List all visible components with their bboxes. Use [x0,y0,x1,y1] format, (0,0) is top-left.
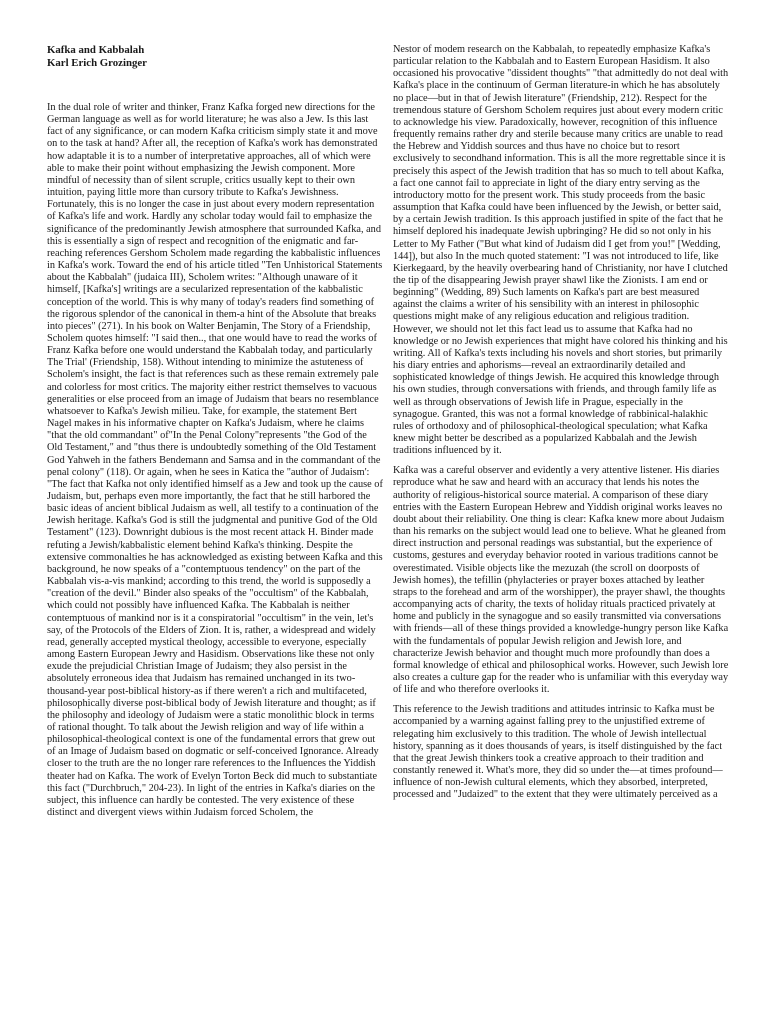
title-block [47,44,383,70]
right-paragraph: Nestor of modem research on the Kabbalah, to repeatedly emphasize Kafka's particular relation to the Kabbalah and to Eastern European Hasidism. It also occasioned his provocative "dissident thoughts" "that admittedly do not deal with Kafka's place in the continuum of German literature-in which he has absolutely no place—but in that of Jewish literature" (Friendship, 212). Respect for the tremendous stature of Gershom Scholem requires just about every modern critic to acknowledge his view. Paradoxically, however, recognition of this influence frequently remains rather dry and sterile because many critics are unable to read the Hebrew and Yiddish sources and thus have no choice but to resort exclusively to secondhand information. This is all the more regrettable since it is precisely this aspect of the Jewish tradition that has so much to tell about Kafka, a fact one cannot fail to appreciate in light of the diary entry serving as the introductory motto for the present work. This study proceeds from the basic assumption that Kafka could have been influenced by the Jewish, or better said, by a certain Jewish tradition. Is this approach justified in spite of the fact that he himself deplored his inadequate Jewish upbringing? He did so not only in his Letter to My Father ("But what kind of Judaism did I get from you!" [Wedding, 144]), but also In the much quoted statement: "I was not introduced to life, like Kierkegaard, by the heavily overbearing hand of Christianity, nor have I clutched the tip of the disappearing Jewish prayer shawl like the Zionists. I am end or beginning" (Wedding, 89) Such laments on Kafka's part are best measured against the claims a writer of his sensibility with an interest in philosophic questions might make of any religious education and religious tradition. However, we should not let this fact lead us to assume that Kafka had no knowledge or no Jewish experiences that might have colored his thinking and his writing. All of Kafka's texts including his novels and short stories, but primarily his diary entries and aphorisms—reveal an extraordinarily detailed and sophisticated knowledge of things Jewish. He acquired this knowledge through his own studies, through conversations with friends, and through family life as well as through observations of Jewish life in Prague, especially in the synagogue. Granted, this was not a formal knowledge of rabbinical-halakhic rules of orthodoxy and of philosophical-theological speculation; what Kafka knew might better be described as a popularized Kabbalah and the Jewish traditions influenced by it. [393,44,729,457]
article-author: Karl Erich Grozinger [47,57,147,69]
left-paragraph: In the dual role of writer and thinker, Franz Kafka forged new directions for the German language as well as for world literature; he was also a Jew. Is this last fact of any significance, or can modern Kafka criticism simply state it and move on to the task at hand? After all, the reception of Kafka's work has demonstrated how adaptable it is to a number of interpretative approaches, all of which were able to make their point without emphasizing the Jewish component. More mindful of necessity than of silent scruple, critics usually kept to their own intuition, paying little more than cursory tribute to Kafka's Jewishness. Fortunately, this is no longer the case in just about every modern representation of Kafka's life and work. Hardly any scholar today would fail to emphasize the significance of the predominantly Jewish atmosphere that surrounded Kafka, and this is essentially a sign of respect and recognition of the enigmatic and far-reaching references Gershom Scholem made regarding the kabbalistic influences in Kafka's work. Toward the end of his article titled "Ten Unhistorical Statements about the Kabbalah" (judaica III), Scholem writes: "Although unaware of it himself, [Kafka's] writings are a secularized representation of the kabbalistic conception of the world. This is why many of today's readers find something of the rigorous splendor of the canonical in them-a hint of the Absolute that breaks into pieces" (271). In his book on Walter Benjamin, The Story of a Friendship, Scholem quotes himself: "I said then.., that one would have to read the works of Franz Kafka before one would understand the Kabbalah today, and particularly The Trial' (Friendship, 158). Without intending to minimize the astuteness of Scholem's insight, the fact is that references such as these remain extremely pale and colorless for most critics. The majority either restrict themselves to vacuous generalities or else proceed from an image of Judaism that bears no resemblance whatsoever to Kafka's Jewish milieu. Take, for example, the statement Bert Nagel makes in his informative chapter on Kafka's Judaism, where he claims "that the old commandant" of"In the Penal Colony"represents "the God of the Old Testament," and "thus there is undoubtedly something of the Old Testament God Yahweh in the fathers Bendemann and Samsa and in the commandant of the penal colony" (118). Or again, when he sees in Katica the "author of Judaism': "The fact that Kafka not only identified himself as a Jew and took up the cause of Judaism, but, perhaps even more importantly, the fact that he still harbored the basic ideas of ancient biblical Judaism as well, all testify to a continuation of the Jewish heritage. Kafka's God is still the judgmental and punitive God of the Old Testament" (123). Downright dubious is the most recent attack H. Binder made refuting a Jewish/kabbalistic element behind Kafka's thinking. Despite the extensive commonalties he has acknowledged as existing between Kafka and this background, he now speaks of a "contemptuous tendency" on the part of the Kabbalah vis-a-vis mankind; according to this trend, the world is supposedly a "creation of the devil." Binder also speaks of the "occultism" of the Kabbalah, which could not possibly have influenced Kafka. The Kabbalah is neither contemptuous of mankind nor is it a conspiratorial "occultism" in the vein, let's say, of the Protocols of the Elders of Zion. It is, rather, a widespread and widely read, generally accepted mystical theology, accessible to everyone, especially among Eastern European Jewry and Hasidism. Observations like these not only exude the prejudicial Christian Image of Judaism; they also persist in the absolutely erroneous idea that Judaism has remained unchanged in its two-thousand-year post-biblical history-as if there weren't a rich and multifaceted, philosophically diverse post-biblical body of Jewish literature and thought; as if the philosophy and ideology of Judaism were a static monolithic block in terms of rational thought. To talk about the Jewish religion and way of life within a philosophical-theological context is one of the fundamental errors that grew out of an Image of Judaism based on dogmatic or self-conceived Ignorance. Already closer to the truth are the no longer rare references to the Influences the Yiddish theater had on Kafka. The work of Evelyn Torton Beck did much to substantiate this fact ("Durchbruch," 204-23). In light of the entries in Kafka's diaries on the subject, this influence can hardly be contested. The very existence of these distinct and divergent views within Judaism forced Scholem, the [47,102,383,819]
right-paragraph: This reference to the Jewish traditions and attitudes intrinsic to Kafka must be accompanied by a warning against falling prey to the unjustified extreme of relegating him exclusively to this tradition. The whole of Jewish intellectual history, spanning as it does thousands of years, is itself distinguished by the fact that the great Jewish thinkers took a creative approach to their tradition and constantly renewed it. What's more, they did so under the—at times profound—influence of non-Jewish cultural elements, which they absorbed, interpreted, processed and "Judaized" to the extent that they were ultimately perceived as a [393,704,723,801]
right-paragraph: Kafka was a careful observer and evidently a very attentive listener. His diaries reproduce what he saw and heard with an accuracy that lends his notes the authority of religious-historical source material. A comparison of these diary entries with the Eastern European Hebrew and Yiddish original works leaves no doubt about their reliability. One thing is clear: Kafka knew more about Judaism than his remarks on the subject would lead one to believe. What he gleaned from direct instruction and personal readings was substantial, but the experience of customs, gestures and everyday behavior rooted in various traditions cannot be overestimated. Visible objects like the mezuzah (the scroll on doorposts of Jewish homes), the tefillin (phylacteries or prayer boxes attached by leather straps to the forehead and arm of the worshipper), the prayer shawl, the thoughts accompanying acts of charity, the texts of holiday rituals practiced privately at home and publicly in the synagogue and so easily transmitted via conversations with friends—all of these things provided a knowledge-hungry person like Kafka with the fundamentals of popular Jewish religion and Jewish lore, and characterize Jewish behavior and thought much more profoundly than does a formal knowledge of ethical and philosophical works. However, such Jewish lore also creates a culture gap for the reader who is unfamiliar with this everyday way of life and who therefore overlooks it. [393,465,729,696]
article-title: Kafka and Kabbalah [47,44,145,56]
right-column [393,44,729,810]
left-column [47,44,383,827]
